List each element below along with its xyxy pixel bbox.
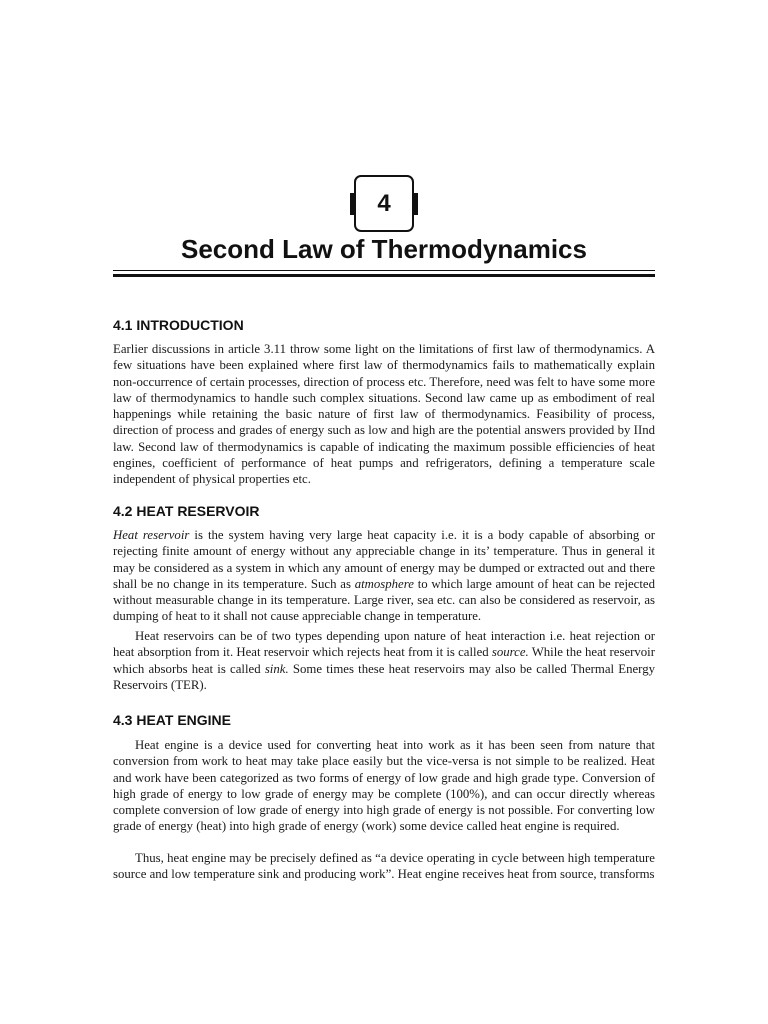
term-heat-reservoir: Heat reservoir [113, 528, 190, 542]
paragraph-heat-engine-definition: Thus, heat engine may be precisely defined as “a device operating in cycle between high temperature source and low temperature sink and producing work”. Heat engine receives heat from source, transforms [113, 851, 655, 882]
term-sink: sink. [264, 661, 289, 676]
chapter-number: 4 [377, 190, 391, 217]
chapter-title: Second Law of Thermodynamics [181, 234, 587, 264]
paragraph-introduction: Earlier discussions in article 3.11 throw some light on the limitations of first law of thermodynamics. A few situations have been explained where first law of thermodynamics fails to mathematically explain non-occurrence of certain processes, direction of process etc. Therefore, need was felt to have some more law of thermodynamics to handle such complex situations. Second law came up as embodiment of real happenings while retaining the basic nature of first law of thermodynamics. Feasibility of process, direction of process and grades of energy such as low and high are the potential answers provided by IInd law. Second law of thermodynamics is capable of indicating the maximum possible efficiencies of heat engines, coefficient of performance of heat pumps and refrigerators, defining a temperature scale independent of physical properties etc. [113, 342, 655, 487]
term-source: source. [491, 645, 529, 660]
title-rule-thick [113, 274, 655, 277]
text-segment: is the system having very large heat capacity i.e. it is a body capable of absorbing or rejecting finite amount of energy without any appreciable change in its’ temperature. Thus in general it may be considered as a system in which any amount of energy may be dumped or extracted out and there shall be no change in its temperature. Such as [113, 528, 655, 591]
section-heading-heat-engine: 4.3 HEAT ENGINE [113, 712, 231, 728]
section-heading-introduction: 4.1 INTRODUCTION [113, 317, 244, 333]
text-segment: Heat reservoirs can be of two types depending upon nature of heat interaction i.e. heat rejection or heat absorption from it. Heat reservoir which rejects heat from it is called [113, 629, 655, 660]
title-rule-thin [113, 270, 655, 271]
paragraph-heat-engine-intro: Heat engine is a device used for converting heat into work as it has been seen from nature that conversion from work to heat may take place easily but the vice-versa is not simple to be realized. Heat and work have been categorized as two forms of energy of low grade and high grade type. Conversion of high grade of energy to low grade of energy may be complete (100%), and can occur directly whereas complete conversion of low grade of energy into high grade of energy is not possible. For converting low grade of energy (heat) into high grade of energy (work) some device called heat engine is required. [113, 738, 655, 834]
text-segment: While the heat reservoir which absorbs heat is called [113, 645, 655, 676]
paragraph-heat-reservoir-definition [113, 527, 655, 625]
term-atmosphere: atmosphere [354, 576, 414, 591]
chapter-number-badge [354, 175, 414, 232]
section-heading-heat-reservoir: 4.2 HEAT RESERVOIR [113, 503, 260, 519]
text-segment: Some times these heat reservoirs may also be called Thermal Energy Reservoirs (TER). [113, 661, 656, 692]
paragraph-heat-reservoir-types [113, 628, 655, 693]
text-segment: to which large amount of heat can be rejected without measurable change in its temperature. Large river, sea etc. can also be considered as reservoir, as dumping of heat to it shall not cause appreciable change in temperature. [113, 576, 655, 624]
